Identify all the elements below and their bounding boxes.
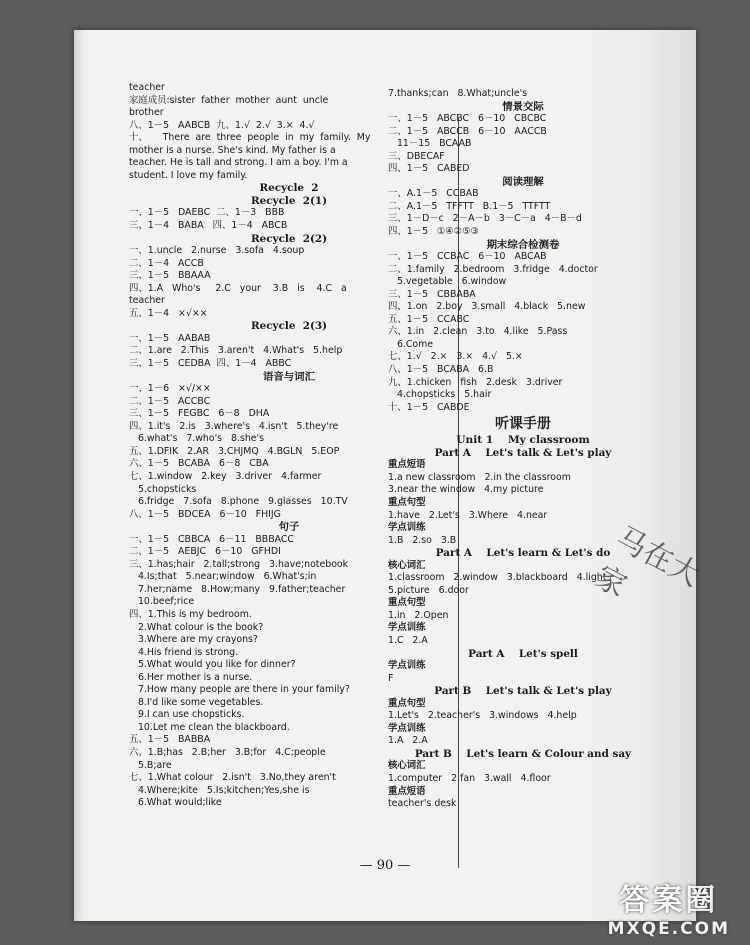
answer-line: 七、1.window 2.key 3.driver 4.farmer bbox=[129, 470, 322, 482]
answer-line: 1.B 2.so 3.B bbox=[388, 534, 457, 546]
answer-line: 八、1－5 BCABA 6.B bbox=[388, 364, 494, 376]
answer-line: 八、1－5 BDCEA 6－10 FHIJG bbox=[129, 508, 281, 520]
section-heading: Part B Let's learn & Colour and say bbox=[414, 747, 632, 760]
answer-line: 8.I'd like some vegetables. bbox=[129, 696, 264, 708]
answer-line: 九、1.chicken fish 2.desk 3.driver bbox=[388, 376, 563, 388]
answer-line: 一、1－6 ×√/×× bbox=[129, 383, 211, 395]
section-heading: Part A Let's talk & Let's play bbox=[434, 446, 612, 459]
answer-line: 四、1.it's 2.is 3.where's 4.isn't 5.they're bbox=[129, 420, 339, 432]
handwritten-scribble: 马在大家 bbox=[589, 520, 706, 605]
answer-line: 三、1－D－c 2－A－b 3－C－a 4－B－d bbox=[388, 213, 582, 225]
answer-line: 4.Is;that 5.near;window 6.What's;in bbox=[129, 571, 317, 583]
subsection-label: 重点短语 bbox=[388, 459, 426, 471]
watermark-title: 答案圈 bbox=[619, 883, 719, 918]
answer-line: 1.have 2.Let's 3.Where 4.near bbox=[388, 509, 548, 521]
answer-line: 3.Where are my crayons? bbox=[129, 634, 258, 646]
answer-line: 五、1－4 ×√×× bbox=[129, 307, 208, 319]
answer-line: 八、1－5 AABCB 九、1.√ 2.√ 3.× 4.√ bbox=[129, 119, 315, 131]
answer-line: 三、1－4 BABA 四、1－4 ABCB bbox=[129, 220, 288, 232]
answer-line: 6.what's 7.who's 8.she's bbox=[129, 433, 265, 445]
answer-line: 1.computer 2.fan 3.wall 4.floor bbox=[388, 772, 551, 784]
right-column bbox=[388, 88, 658, 811]
answer-line: 7.thanks;can 8.What;uncle's bbox=[388, 88, 528, 99]
page-number: — 90 — bbox=[359, 858, 411, 873]
answer-line: 4.Where;kite 5.Is;kitchen;Yes,she is bbox=[129, 784, 310, 796]
answer-line: 一、1－5 DAEBC 二、1－3 BBB bbox=[129, 207, 285, 219]
subsection-label: 学点训练 bbox=[388, 660, 426, 672]
answer-line: 11－15 BCAAB bbox=[388, 138, 472, 150]
page-fold-shadow bbox=[74, 30, 84, 921]
section-heading: 情景交际 bbox=[502, 100, 544, 113]
answer-line: brother bbox=[129, 107, 164, 119]
answer-line: 四、1.on 2.boy 3.small 4.black 5.new bbox=[388, 301, 586, 313]
subsection-label: 学点训练 bbox=[388, 722, 426, 734]
answer-line: mother is a nurse. She's kind. My father is a bbox=[129, 144, 336, 156]
subsection-label: 重点短语 bbox=[388, 785, 426, 797]
answer-line: F bbox=[388, 672, 394, 684]
answer-line: 6.Her mother is a nurse. bbox=[129, 671, 253, 683]
answer-line: 二、1－5 ABCCB 6－10 AACCB bbox=[388, 125, 547, 137]
answer-line: 1.C 2.A bbox=[388, 634, 428, 646]
answer-line: 一、A.1－5 CCBAB bbox=[388, 188, 479, 200]
section-heading: 语音与词汇 bbox=[263, 370, 315, 383]
answer-line: 5.B;are bbox=[129, 759, 172, 771]
answer-line: 三、1－5 FEGBC 6－8 DHA bbox=[129, 408, 270, 420]
section-heading: Recycle 2(2) bbox=[250, 232, 328, 245]
answer-line: 二、1－5 ACCBC bbox=[129, 395, 211, 407]
answer-line: 三、1.has;hair 2.tall;strong 3.have;notebook bbox=[129, 558, 349, 570]
answer-line: 2.What colour is the book? bbox=[129, 621, 264, 633]
answer-line: 7.How many people are there in your family? bbox=[129, 684, 350, 696]
answer-line: 1.A 2.A bbox=[388, 735, 428, 747]
answer-line: 4.chopsticks 5.hair bbox=[388, 389, 492, 401]
section-heading: 句子 bbox=[278, 521, 300, 534]
section-heading: Part A Let's learn & Let's do bbox=[435, 547, 611, 560]
answer-line: 1.classroom 2.window 3.blackboard 4.light bbox=[388, 572, 607, 584]
answer-line: teacher's desk bbox=[388, 798, 457, 810]
answer-line: 6.fridge 7.sofa 8.phone 9.glasses 10.TV bbox=[129, 496, 348, 508]
section-heading: Part B Let's talk & Let's play bbox=[434, 685, 612, 698]
answer-line: 6.What would;like bbox=[129, 797, 222, 809]
answer-line: 二、A.1－5 TFFTT B.1－5 TTFTT bbox=[388, 200, 551, 212]
answer-line: 1.Let's 2.teacher's 3.windows 4.help bbox=[388, 710, 577, 722]
answer-line: 四、1.This is my bedroom. bbox=[129, 608, 252, 620]
answer-line: 5.picture 6.door bbox=[388, 584, 469, 596]
answer-line: 1.in 2.Open bbox=[388, 609, 449, 621]
subsection-label: 重点句型 bbox=[388, 697, 426, 709]
section-heading: Recycle 2 bbox=[259, 182, 319, 195]
answer-line: 一、1－5 CBBCA 6－11 BBBACC bbox=[129, 533, 294, 545]
subsection-label: 学点训练 bbox=[388, 622, 426, 634]
answer-line: 一、1－5 ABCBC 6－10 CBCBC bbox=[388, 113, 547, 125]
answer-line: 一、1.uncle 2.nurse 3.sofa 4.soup bbox=[129, 245, 305, 257]
watermark-url: MXQE.COM bbox=[607, 919, 730, 939]
answer-line: 一、1－5 AABAB bbox=[129, 332, 211, 344]
answer-line: 六、1－5 BCABA 6－8 CBA bbox=[129, 458, 269, 470]
answer-line: 4.His friend is strong. bbox=[129, 646, 239, 658]
answer-line: 5.What would you like for dinner? bbox=[129, 659, 296, 671]
answer-line: 三、DBECAF bbox=[388, 150, 445, 162]
answer-line: 四、1－5 ①④②⑤③ bbox=[388, 226, 480, 238]
answer-line: teacher bbox=[129, 295, 165, 307]
answer-line: 七、1.√ 2.× 3.× 4.√ 5.× bbox=[388, 351, 523, 363]
subsection-label: 核心词汇 bbox=[388, 559, 426, 571]
answer-line: 三、1－5 CEDBA 四、1－4 ABBC bbox=[129, 358, 292, 370]
answer-line: 1.a new classroom 2.in the classroom bbox=[388, 471, 571, 483]
answer-line: 一、1－5 CCBAC 6－10 ABCAB bbox=[388, 251, 547, 263]
answer-line: 四、1－5 CABED bbox=[388, 163, 470, 175]
answer-line: 四、1.A Who's 2.C your 3.B is 4.C a bbox=[129, 282, 347, 294]
answer-line: teacher. He is tall and strong. I am a boy. I'm a bbox=[129, 157, 348, 169]
section-heading: Recycle 2(1) bbox=[250, 194, 328, 207]
subsection-label: 重点句型 bbox=[388, 597, 426, 609]
answer-line: 五、1－5 BABBA bbox=[129, 734, 211, 746]
answer-line: 二、1－5 AEBJC 6－10 GFHDI bbox=[129, 546, 281, 558]
answer-line: teacher bbox=[129, 82, 165, 93]
answer-line: 7.her;name 8.How;many 9.father;teacher bbox=[129, 583, 346, 595]
subsection-label: 重点句型 bbox=[388, 496, 426, 508]
answer-line: 家庭成员:sister father mother aunt uncle bbox=[129, 94, 329, 106]
answer-line: 10.beef;rice bbox=[129, 596, 195, 608]
answer-line: 5.chopsticks bbox=[129, 483, 197, 495]
answer-line: 9.I can use chopsticks. bbox=[129, 709, 245, 721]
answer-line: 十、 There are three people in my family. My bbox=[129, 132, 371, 144]
section-heading: 听课手册 bbox=[495, 416, 551, 433]
answer-page bbox=[74, 30, 706, 921]
answer-line: 五、1.DFIK 2.AR 3.CHJMQ 4.BGLN 5.EOP bbox=[129, 445, 340, 457]
section-heading: Recycle 2(3) bbox=[250, 320, 328, 333]
answer-line: 三、1－5 CBBABA bbox=[388, 288, 476, 300]
section-heading: Unit 1 My classroom bbox=[456, 434, 590, 447]
answer-line: 5.vegetable 6.window bbox=[388, 276, 507, 288]
section-heading: 阅读理解 bbox=[502, 175, 544, 188]
answer-line: 二、1.family 2.bedroom 3.fridge 4.doctor bbox=[388, 263, 598, 275]
subsection-label: 学点训练 bbox=[388, 522, 426, 534]
answer-line: 三、1－5 BBAAA bbox=[129, 270, 211, 282]
answer-line: student. I love my family. bbox=[129, 169, 248, 181]
answer-line: 六、1.in 2.clean 3.to 4.like 5.Pass bbox=[388, 326, 568, 338]
answer-line: 6.Come bbox=[388, 338, 434, 350]
section-heading: 期末综合检测卷 bbox=[486, 238, 560, 251]
answer-line: 六、1.B;has 2.B;her 3.B;for 4.C;people bbox=[129, 746, 326, 758]
answer-line: 3.near the window 4.my picture bbox=[388, 484, 544, 496]
watermark-logo bbox=[608, 875, 730, 939]
answer-line: 五、1－5 CCABC bbox=[388, 313, 470, 325]
answer-line: 二、1.are 2.This 3.aren't 4.What's 5.help bbox=[129, 345, 343, 357]
subsection-label: 核心词汇 bbox=[388, 760, 426, 772]
section-heading: Part A Let's spell bbox=[468, 647, 578, 660]
answer-line: 10.Let me clean the blackboard. bbox=[129, 721, 290, 733]
answer-line: 二、1－4 ACCB bbox=[129, 257, 204, 269]
answer-line: 十、1－5 CABDE bbox=[388, 401, 470, 413]
answer-line: 七、1.What colour 2.isn't 3.No,they aren't bbox=[129, 772, 336, 784]
